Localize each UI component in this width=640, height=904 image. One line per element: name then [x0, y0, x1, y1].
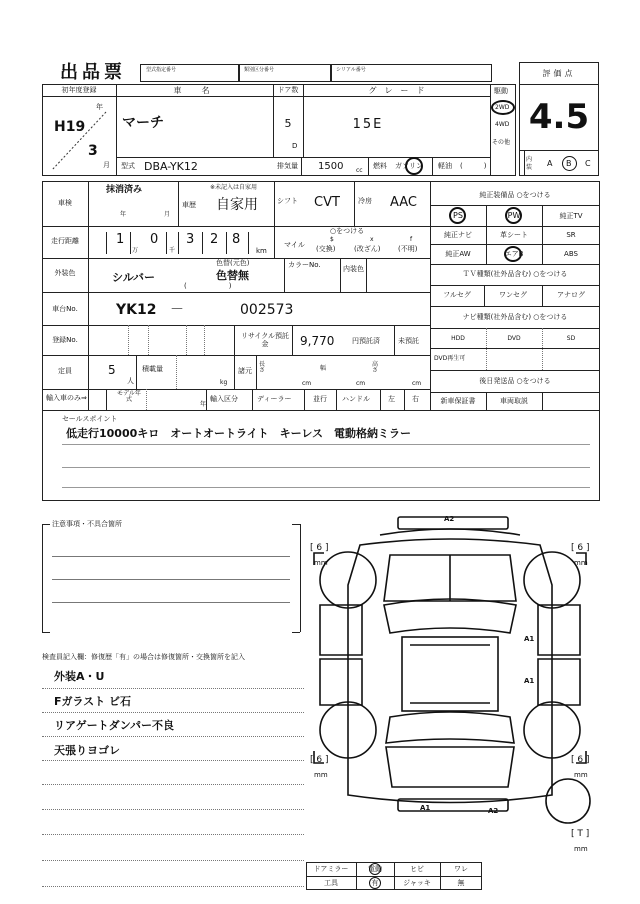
tv-title: ＴＶ種類(社外品含む) ○をつける: [462, 270, 568, 278]
drive-2wd: 2WD: [495, 104, 510, 111]
model-value: DBA-YK12: [144, 160, 198, 173]
sym-dollar: $: [330, 236, 334, 243]
fuel-value: ガソリン: [395, 162, 423, 170]
first-reg-year: H19: [54, 119, 86, 135]
shaken-year: 年: [120, 211, 127, 218]
month-char: 月: [103, 161, 110, 169]
car-name-label: 車 名: [173, 86, 216, 95]
displacement-value: 1500: [318, 161, 344, 172]
color-value: シルバー: [112, 271, 155, 284]
navi-title: ナビ種類(社外品含む) ○をつける: [462, 313, 568, 321]
fuel-paren: ( ): [460, 162, 487, 170]
shift-label: シフト: [277, 197, 298, 205]
jack-label: ジャッキ: [403, 879, 431, 887]
car-name: マーチ: [122, 115, 164, 131]
dims-height: 高さ: [372, 361, 379, 374]
dims-label: 諸元: [238, 367, 252, 375]
score-value: 4.5: [528, 97, 590, 137]
import-left: 左: [388, 395, 395, 403]
grade-value: 15E: [352, 117, 384, 132]
recycle-label: リサイクル預託金: [240, 332, 290, 348]
mileage-unknown: (不明): [398, 245, 418, 253]
shaken-label: 車検: [58, 199, 72, 207]
damage-mark-a2-rear: A2: [488, 807, 499, 815]
equip-ps-circle: [449, 207, 466, 224]
chassis-dash: －: [170, 302, 184, 318]
load-kg: kg: [220, 379, 228, 386]
inspector-line-4: 天張りヨゴレ: [54, 744, 120, 757]
int-c: C: [585, 159, 591, 168]
displacement-label: 排気量: [277, 162, 298, 170]
tread-fr-mm: mm: [574, 559, 588, 567]
mileage-exchange: (交換): [316, 245, 336, 253]
mileage-sen: 千: [169, 247, 176, 254]
chassis-prefix: YK12: [116, 302, 157, 318]
light-oil: 軽油: [438, 162, 452, 170]
sym-f: f: [410, 236, 413, 243]
class-label: 類別区分番号: [244, 67, 275, 73]
navi-hdd: HDD: [451, 335, 465, 342]
score-label: 評価点: [542, 69, 576, 78]
drive-4wd: 4WD: [495, 121, 510, 128]
tools-label: 工具: [324, 879, 338, 887]
jack-value: 無: [457, 879, 465, 887]
int-b: B: [566, 159, 572, 168]
mileage-circle-note: ○をつける: [330, 227, 365, 235]
car-diagram: [300, 505, 600, 845]
page-title: 出品票: [60, 62, 126, 83]
grade-label: グ レ ー ド: [368, 86, 425, 95]
capacity-unit: 人: [127, 377, 134, 385]
sym-x: x: [370, 236, 374, 243]
model-label: 型式: [121, 162, 135, 170]
import-parallel: 並行: [313, 395, 327, 403]
damage-mark-a2-front: A2: [444, 515, 455, 523]
equip-pw: PW: [507, 211, 521, 220]
import-class-label: 輸入区分: [210, 395, 238, 403]
drive-other: その他: [492, 139, 511, 146]
notes-label: 注意事項・不具合箇所: [52, 520, 122, 528]
recycle-value: 9,770: [300, 334, 335, 348]
navi-sd: SD: [566, 335, 576, 342]
equip-leather: 革シート: [500, 231, 528, 239]
equip-ps: PS: [453, 211, 463, 220]
mileage-d5: 8: [232, 232, 241, 247]
scratch-label: ヒビ: [410, 865, 424, 873]
mileage-d1: 1: [116, 232, 125, 247]
tread-rr: [ 6 ]: [571, 755, 590, 765]
mirror-label: ドアミラー: [313, 865, 349, 873]
tools-circle: [369, 877, 381, 889]
import-year: 年: [200, 401, 207, 408]
tread-rr-mm: mm: [574, 771, 588, 779]
tread-fr-value: 6: [577, 543, 584, 553]
cc-unit: cc: [356, 167, 363, 174]
load-label: 積載量: [142, 365, 163, 373]
tread-fl-mm: mm: [314, 559, 328, 567]
import-handle: ハンドル: [342, 395, 370, 403]
usage-label: 車歴: [182, 201, 196, 209]
mirror-circle: [369, 863, 381, 875]
tread-fr: [ 6 ]: [571, 543, 590, 553]
dims-length: 長さ: [259, 361, 266, 374]
dims-width-cm: cm: [356, 380, 366, 387]
tv-analog: アナログ: [557, 291, 585, 299]
tread-fl: [ 6 ]: [310, 543, 329, 553]
inspector-line-1: 外装A・U: [54, 670, 105, 683]
mileage-d3: 3: [186, 232, 195, 247]
first-reg-label: 初年度登録: [61, 86, 97, 94]
import-dealer: ディーラー: [257, 395, 292, 403]
dims-width: 幅: [320, 365, 327, 372]
tread-t: [ T ]: [571, 829, 590, 839]
tools-value: 有: [371, 879, 379, 887]
drive-2wd-circle: [491, 100, 515, 115]
equip-airbag-circle: [504, 246, 522, 262]
color-label: 外装色: [54, 269, 76, 277]
orig-color-value: 色替無: [216, 269, 249, 282]
registration-label: 登録No.: [52, 336, 78, 344]
orig-color-paren: ( ): [184, 282, 232, 290]
tread-t-mm: mm: [574, 845, 588, 853]
type-cert-label: 型式指定番号: [146, 67, 177, 73]
recycle-paid: 円預託済: [352, 337, 380, 345]
later-warranty: 新車保証書: [440, 397, 476, 405]
interior-label: 内装: [526, 156, 533, 171]
tread-rl-value: 6: [316, 755, 323, 765]
later-title: 後日発送品 ○をつける: [479, 377, 551, 385]
capacity-value: 5: [108, 363, 116, 377]
sales-text: 低走行10000キロ オートオートライト キーレス 電動格納ミラー: [66, 427, 412, 440]
shaken-value: 抹消済み: [106, 185, 143, 195]
tread-t-value: T: [577, 829, 583, 839]
dims-length-cm: cm: [302, 380, 312, 387]
int-color-label: 内装色: [343, 265, 364, 273]
equip-aw: 純正AW: [445, 250, 471, 258]
tv-oneseg: ワンセグ: [499, 291, 527, 299]
ac-label: 冷房: [358, 197, 372, 205]
chassis-number: 002573: [240, 302, 294, 318]
equip-sr: SR: [566, 231, 576, 239]
year-char: 年: [96, 103, 103, 111]
mileage-label: 走行距離: [51, 237, 79, 245]
doors-label: ドア数: [277, 86, 299, 94]
equip-tv: 純正TV: [559, 212, 583, 220]
equip-airbag: エアB: [504, 250, 524, 258]
tread-rr-value: 6: [577, 755, 584, 765]
equip-title: 純正装備品 ○をつける: [479, 191, 551, 199]
mirror-value: 電動: [368, 865, 382, 873]
equip-navi: 純正ナビ: [444, 231, 472, 239]
equip-pw-circle: [505, 207, 522, 224]
color-no-label: カラーNo.: [288, 261, 321, 269]
chassis-label: 車台No.: [52, 305, 78, 313]
fuel-label: 燃料: [373, 162, 387, 170]
equip-abs: ABS: [564, 250, 578, 258]
damage-mark-a1-r2: A1: [524, 677, 535, 685]
tv-fullseg: フルセグ: [443, 291, 471, 299]
model-year-label: モデル年式: [117, 390, 141, 403]
mileage-man: 万: [132, 247, 139, 254]
inspector-line-3: リアゲートダンパー不良: [54, 719, 175, 732]
navi-dvd: DVD: [507, 335, 521, 342]
usage-value: 自家用: [216, 197, 258, 213]
damage-mark-a1-rear: A1: [420, 804, 431, 812]
doors-value: 5: [284, 117, 292, 130]
sales-label: セールスポイント: [62, 415, 118, 423]
inspector-line-2: Fガラスト ビ石: [54, 695, 132, 708]
mileage-d4: 2: [210, 232, 219, 247]
later-manual: 車両取説: [500, 397, 528, 405]
mileage-km: km: [256, 247, 267, 255]
shaken-month: 月: [164, 211, 171, 218]
orig-color-label: 色替(元色): [216, 259, 250, 267]
serial-label: シリアル番号: [336, 67, 366, 73]
int-a: A: [547, 159, 553, 168]
mileage-d2: 0: [150, 232, 159, 247]
crack-label: ワレ: [454, 865, 468, 873]
tread-rl: [ 6 ]: [310, 755, 329, 765]
inspector-label: 検査員記入欄：修復歴「有」の場合は修復箇所・交換箇所を記入: [42, 653, 245, 661]
damage-mark-a1-r1: A1: [524, 635, 535, 643]
capacity-label: 定員: [58, 367, 72, 375]
tread-fl-value: 6: [316, 543, 323, 553]
recycle-unpaid: 未預託: [398, 337, 419, 345]
int-b-circle: [562, 156, 577, 171]
import-label: 輸入車のみ⇒: [46, 394, 87, 402]
mileage-modified: (改ざん): [354, 245, 381, 253]
ac-value: AAC: [390, 195, 417, 210]
dims-height-cm: cm: [412, 380, 422, 387]
first-reg-month: 3: [88, 143, 98, 159]
dvd-playback: DVD再生可: [434, 355, 466, 362]
tread-rl-mm: mm: [314, 771, 328, 779]
fuel-circle: [405, 157, 423, 175]
drive-label: 駆動: [494, 87, 508, 95]
usage-note: ※未記入は自家用: [210, 184, 258, 191]
door-d: D: [292, 142, 298, 150]
mileage-mile: マイル: [284, 241, 305, 249]
shift-value: CVT: [314, 195, 340, 210]
import-right: 右: [412, 395, 419, 403]
